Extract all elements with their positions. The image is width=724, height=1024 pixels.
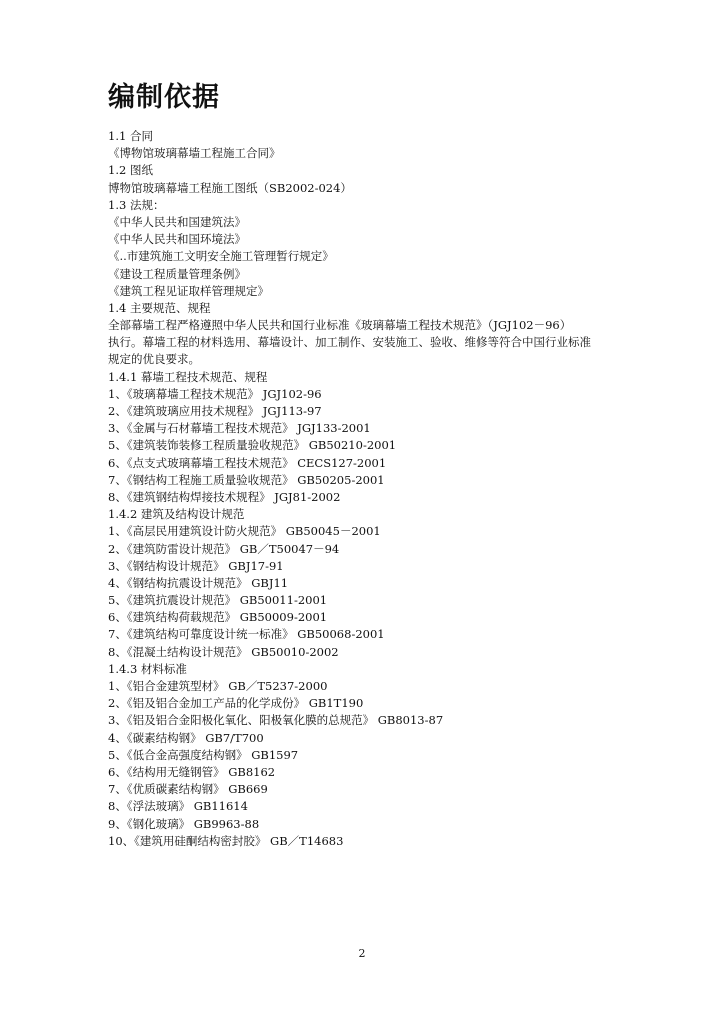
- text-line: 1、《铝合金建筑型材》 GB／T5237-2000: [108, 679, 328, 693]
- text-line: 1.4.3 材料标准: [108, 661, 187, 676]
- text-line: 1.2 图纸: [108, 163, 153, 178]
- text-line: 6、《点支式玻璃幕墙工程技术规范》 CECS127-2001: [108, 455, 387, 470]
- text-line: 1.4.1 幕墙工程技术规范、规程: [108, 369, 268, 384]
- text-line: 1.4 主要规范、规程: [108, 300, 211, 315]
- text-line: 3、《金属与石材幕墙工程技术规范》 JGJ133-2001: [108, 421, 371, 436]
- text-line: 《建设工程质量管理条例》: [108, 266, 246, 281]
- text-line: 7、《建筑结构可靠度设计统一标准》 GB50068-2001: [108, 627, 385, 642]
- text-line: 7、《优质碳素结构钢》 GB669: [108, 782, 268, 797]
- text-line: 4、《碳素结构钢》 GB7/T700: [108, 730, 264, 745]
- text-line: 10、《建筑用硅酮结构密封胶》 GB／T14683: [108, 833, 344, 848]
- text-line: 《博物馆玻璃幕墙工程施工合同》: [108, 146, 281, 161]
- text-line: 1.3 法规：: [108, 197, 165, 212]
- text-line: 2、《建筑防雷设计规范》 GB／T50047－94: [108, 541, 340, 556]
- text-line: 8、《混凝土结构设计规范》 GB50010-2002: [108, 644, 339, 659]
- text-line: 5、《建筑装饰装修工程质量验收规范》 GB50210-2001: [108, 438, 397, 453]
- page-number: 2: [358, 947, 366, 960]
- text-line: 2、《建筑玻璃应用技术规程》 JGJ113-97: [108, 404, 322, 418]
- text-line: 8、《浮法玻璃》 GB11614: [108, 799, 248, 814]
- text-line: 执行。幕墙工程的材料选用、幕墙设计、加工制作、安装施工、验收、维修等符合中国行业标准: [108, 335, 591, 350]
- text-line: 全部幕墙工程严格遵照中华人民共和国行业标准《玻璃幕墙工程技术规范》（JGJ102－96）: [108, 318, 572, 333]
- text-line: 5、《低合金高强度结构钢》 GB1597: [108, 747, 299, 762]
- text-line: 2、《铝及铝合金加工产品的化学成份》 GB1T190: [108, 696, 364, 711]
- text-line: 6、《建筑结构荷载规范》 GB50009-2001: [108, 610, 328, 625]
- text-line: 1、《高层民用建筑设计防火规范》 GB50045－2001: [108, 524, 381, 539]
- text-line: 3、《铝及铝合金阳极化氧化、阳极氧化膜的总规范》 GB8013-87: [108, 713, 444, 728]
- text-line: 1.1 合同: [108, 129, 153, 143]
- text-line: 4、《钢结构抗震设计规范》 GBJ11: [108, 575, 289, 590]
- text-line: 9、《钢化玻璃》 GB9963-88: [108, 816, 260, 831]
- text-line: 《中华人民共和国环境法》: [108, 232, 246, 247]
- text-line: 1、《玻璃幕墙工程技术规范》 JGJ102-96: [108, 386, 322, 401]
- text-line: 5、《建筑抗震设计规范》 GB50011-2001: [108, 593, 328, 608]
- text-line: 7、《钢结构工程施工质量验收规范》 GB50205-2001: [108, 472, 385, 487]
- text-line: 《..市建筑施工文明安全施工管理暂行规定》: [108, 249, 334, 264]
- text-line: 《建筑工程见证取样管理规定》: [108, 283, 269, 298]
- text-line: 1.4.2 建筑及结构设计规范: [108, 507, 245, 522]
- text-line: 博物馆玻璃幕墙工程施工图纸（SB2002-024）: [108, 180, 352, 195]
- page-title: 编制依据: [108, 82, 220, 113]
- text-line: 6、《结构用无缝钢管》 GB8162: [108, 764, 276, 779]
- text-line: 3、《钢结构设计规范》 GBJ17-91: [108, 558, 284, 573]
- text-line: 8、《建筑钢结构焊接技术规程》 JGJ81-2002: [108, 489, 341, 504]
- document-body: [108, 128, 628, 850]
- text-line: 规定的优良要求。: [108, 352, 200, 367]
- text-line: 《中华人民共和国建筑法》: [108, 214, 246, 229]
